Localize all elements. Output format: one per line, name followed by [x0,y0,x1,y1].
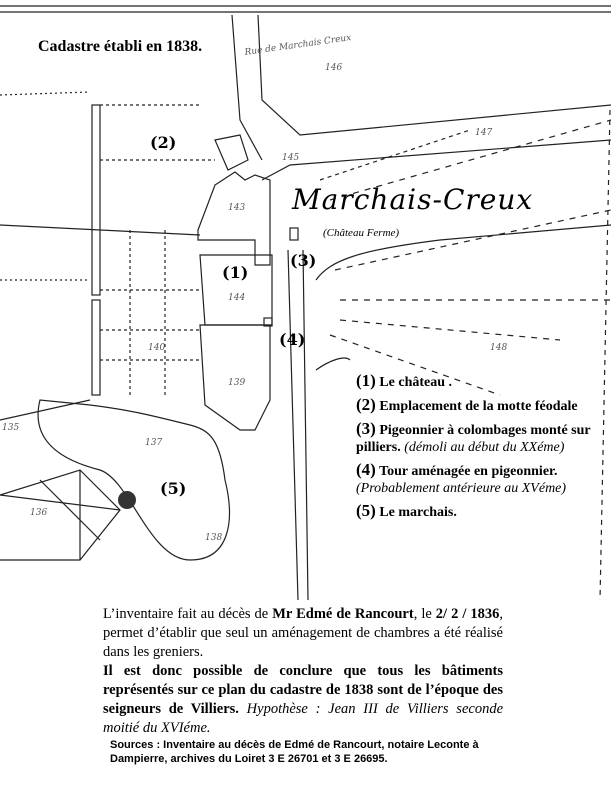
svg-text:148: 148 [490,343,508,353]
legend [356,372,611,526]
svg-text:147: 147 [475,128,493,138]
svg-text:140: 140 [148,343,166,353]
page-title: Cadastre établi en 1838. [38,38,203,55]
place-subtitle: (Château Ferme) [323,227,400,239]
svg-text:143: 143 [228,203,246,213]
legend-item: (1) Le château . [356,371,453,390]
svg-text:144: 144 [228,293,246,303]
svg-text:135: 135 [2,423,20,433]
svg-text:138: 138 [205,533,223,543]
marker-4: (4) [279,330,306,349]
marker-1: (1) [222,263,249,282]
svg-text:139: 139 [228,378,246,388]
marker-2: (2) [150,133,177,152]
legend-item: (2) Emplacement de la motte féodale [356,395,578,414]
legend-item: (3) Pigeonnier à colombages monté sur pilliers. (démoli au début du XXéme) [356,419,591,455]
legend-item: (4) Tour aménagée en pigeonnier. (Probablement antérieure au XVéme) [356,460,567,496]
description: L’inventaire fait au décès de Mr Edmé de Rancourt, le 2/ 2 / 1836, permet d’établir que seul un aménagement de chambres a été réalisé dans les greniers. Il est donc possible de conclure que tous les bâtiments représentés sur ce plan du cadastre de 1838 sont de l’époque des seigneurs de Villiers. Hypothèse : Jean III de Villiers seconde moitié du XVIéme. [103,606,504,736]
svg-text:145: 145 [282,153,300,163]
svg-text:146: 146 [325,63,343,73]
svg-text:137: 137 [145,438,163,448]
legend-item: (5) Le marchais. [356,501,457,520]
marker-5: (5) [160,479,187,498]
road-label: Rue de Marchais Creux [244,33,352,58]
place-name: Marchais-Creux [292,183,534,216]
marker-3: (3) [290,251,317,270]
sources: Sources : Inventaire au décès de Edmé de Rancourt, notaire Leconte à Dampierre, archives du Loiret 3 E 26701 et 3 E 26695. [110,739,479,765]
svg-text:136: 136 [30,508,48,518]
